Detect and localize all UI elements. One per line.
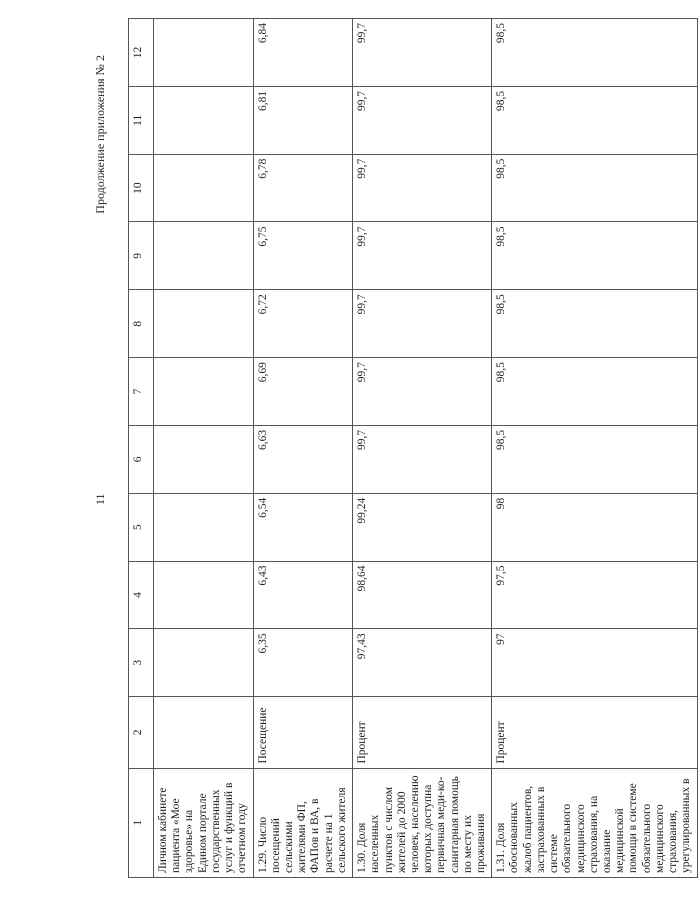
unit-cell: Посещение xyxy=(253,697,353,768)
indicators-table xyxy=(128,18,698,878)
value-cell: 99,7 xyxy=(353,358,492,426)
value-cell xyxy=(154,290,254,358)
value-cell: 98,5 xyxy=(492,290,697,358)
value-cell: 98,5 xyxy=(492,222,697,290)
continuation-label: Продолжение приложения № 2 xyxy=(93,55,107,214)
column-header-8: 8 xyxy=(129,290,154,358)
column-header-6: 6 xyxy=(129,425,154,493)
column-header-11: 11 xyxy=(129,86,154,154)
value-cell: 6,81 xyxy=(253,86,353,154)
column-header-12: 12 xyxy=(129,19,154,87)
value-cell: 6,69 xyxy=(253,358,353,426)
value-cell xyxy=(154,561,254,629)
value-cell: 6,78 xyxy=(253,154,353,222)
column-header-7: 7 xyxy=(129,358,154,426)
indicator-cell: 1.31. Доля обоснованных жалоб пациентов, застрахованных в системе обязательного медицинского страхования, на оказание медицинской помощи в системе обязательного медицинского страхования, урегулированных в xyxy=(492,768,697,877)
table-row xyxy=(154,19,254,878)
table-row xyxy=(353,19,492,878)
value-cell xyxy=(154,358,254,426)
value-cell: 97,5 xyxy=(492,561,697,629)
value-cell: 6,54 xyxy=(253,493,353,561)
table-row xyxy=(492,19,697,878)
value-cell: 99,7 xyxy=(353,290,492,358)
value-cell: 98,64 xyxy=(353,561,492,629)
table-header-row xyxy=(129,19,154,878)
column-header-2: 2 xyxy=(129,697,154,768)
unit-cell xyxy=(154,697,254,768)
column-header-3: 3 xyxy=(129,629,154,697)
value-cell: 99,7 xyxy=(353,154,492,222)
value-cell: 98 xyxy=(492,493,697,561)
value-cell: 6,75 xyxy=(253,222,353,290)
value-cell xyxy=(154,86,254,154)
indicator-cell: 1.30. Доля населенных пунктов с числом жителей до 2000 человек, населению которых доступна первичная меди-ко-санитарная помощь по месту их проживания xyxy=(353,768,492,877)
column-header-9: 9 xyxy=(129,222,154,290)
value-cell: 98,5 xyxy=(492,358,697,426)
value-cell: 97,43 xyxy=(353,629,492,697)
value-cell xyxy=(154,425,254,493)
table-row xyxy=(253,19,353,878)
value-cell: 97 xyxy=(492,629,697,697)
value-cell: 6,35 xyxy=(253,629,353,697)
indicator-cell: 1.29. Число посещений сельскими жителями ФП, ФАПов и ВА, в расчете на 1 сельского жителя xyxy=(253,768,353,877)
value-cell: 99,7 xyxy=(353,86,492,154)
value-cell: 6,84 xyxy=(253,19,353,87)
unit-cell: Процент xyxy=(353,697,492,768)
value-cell xyxy=(154,222,254,290)
indicator-cell: Личном кабинете пациента «Мое здоровье» на Едином портале государственных услуг и функций в отчетном году xyxy=(154,768,254,877)
value-cell: 99,24 xyxy=(353,493,492,561)
value-cell: 98,5 xyxy=(492,425,697,493)
value-cell: 99,7 xyxy=(353,19,492,87)
column-header-10: 10 xyxy=(129,154,154,222)
value-cell: 6,72 xyxy=(253,290,353,358)
value-cell xyxy=(154,629,254,697)
value-cell xyxy=(154,154,254,222)
column-header-4: 4 xyxy=(129,561,154,629)
value-cell: 98,5 xyxy=(492,19,697,87)
value-cell xyxy=(154,493,254,561)
value-cell: 99,7 xyxy=(353,425,492,493)
table-body xyxy=(154,19,698,878)
value-cell: 99,7 xyxy=(353,222,492,290)
value-cell xyxy=(154,19,254,87)
value-cell: 6,43 xyxy=(253,561,353,629)
page-number: 11 xyxy=(93,493,107,505)
value-cell: 6,63 xyxy=(253,425,353,493)
value-cell: 98,5 xyxy=(492,86,697,154)
unit-cell: Процент xyxy=(492,697,697,768)
value-cell: 98,5 xyxy=(492,154,697,222)
column-header-1: 1 xyxy=(129,768,154,877)
column-header-5: 5 xyxy=(129,493,154,561)
